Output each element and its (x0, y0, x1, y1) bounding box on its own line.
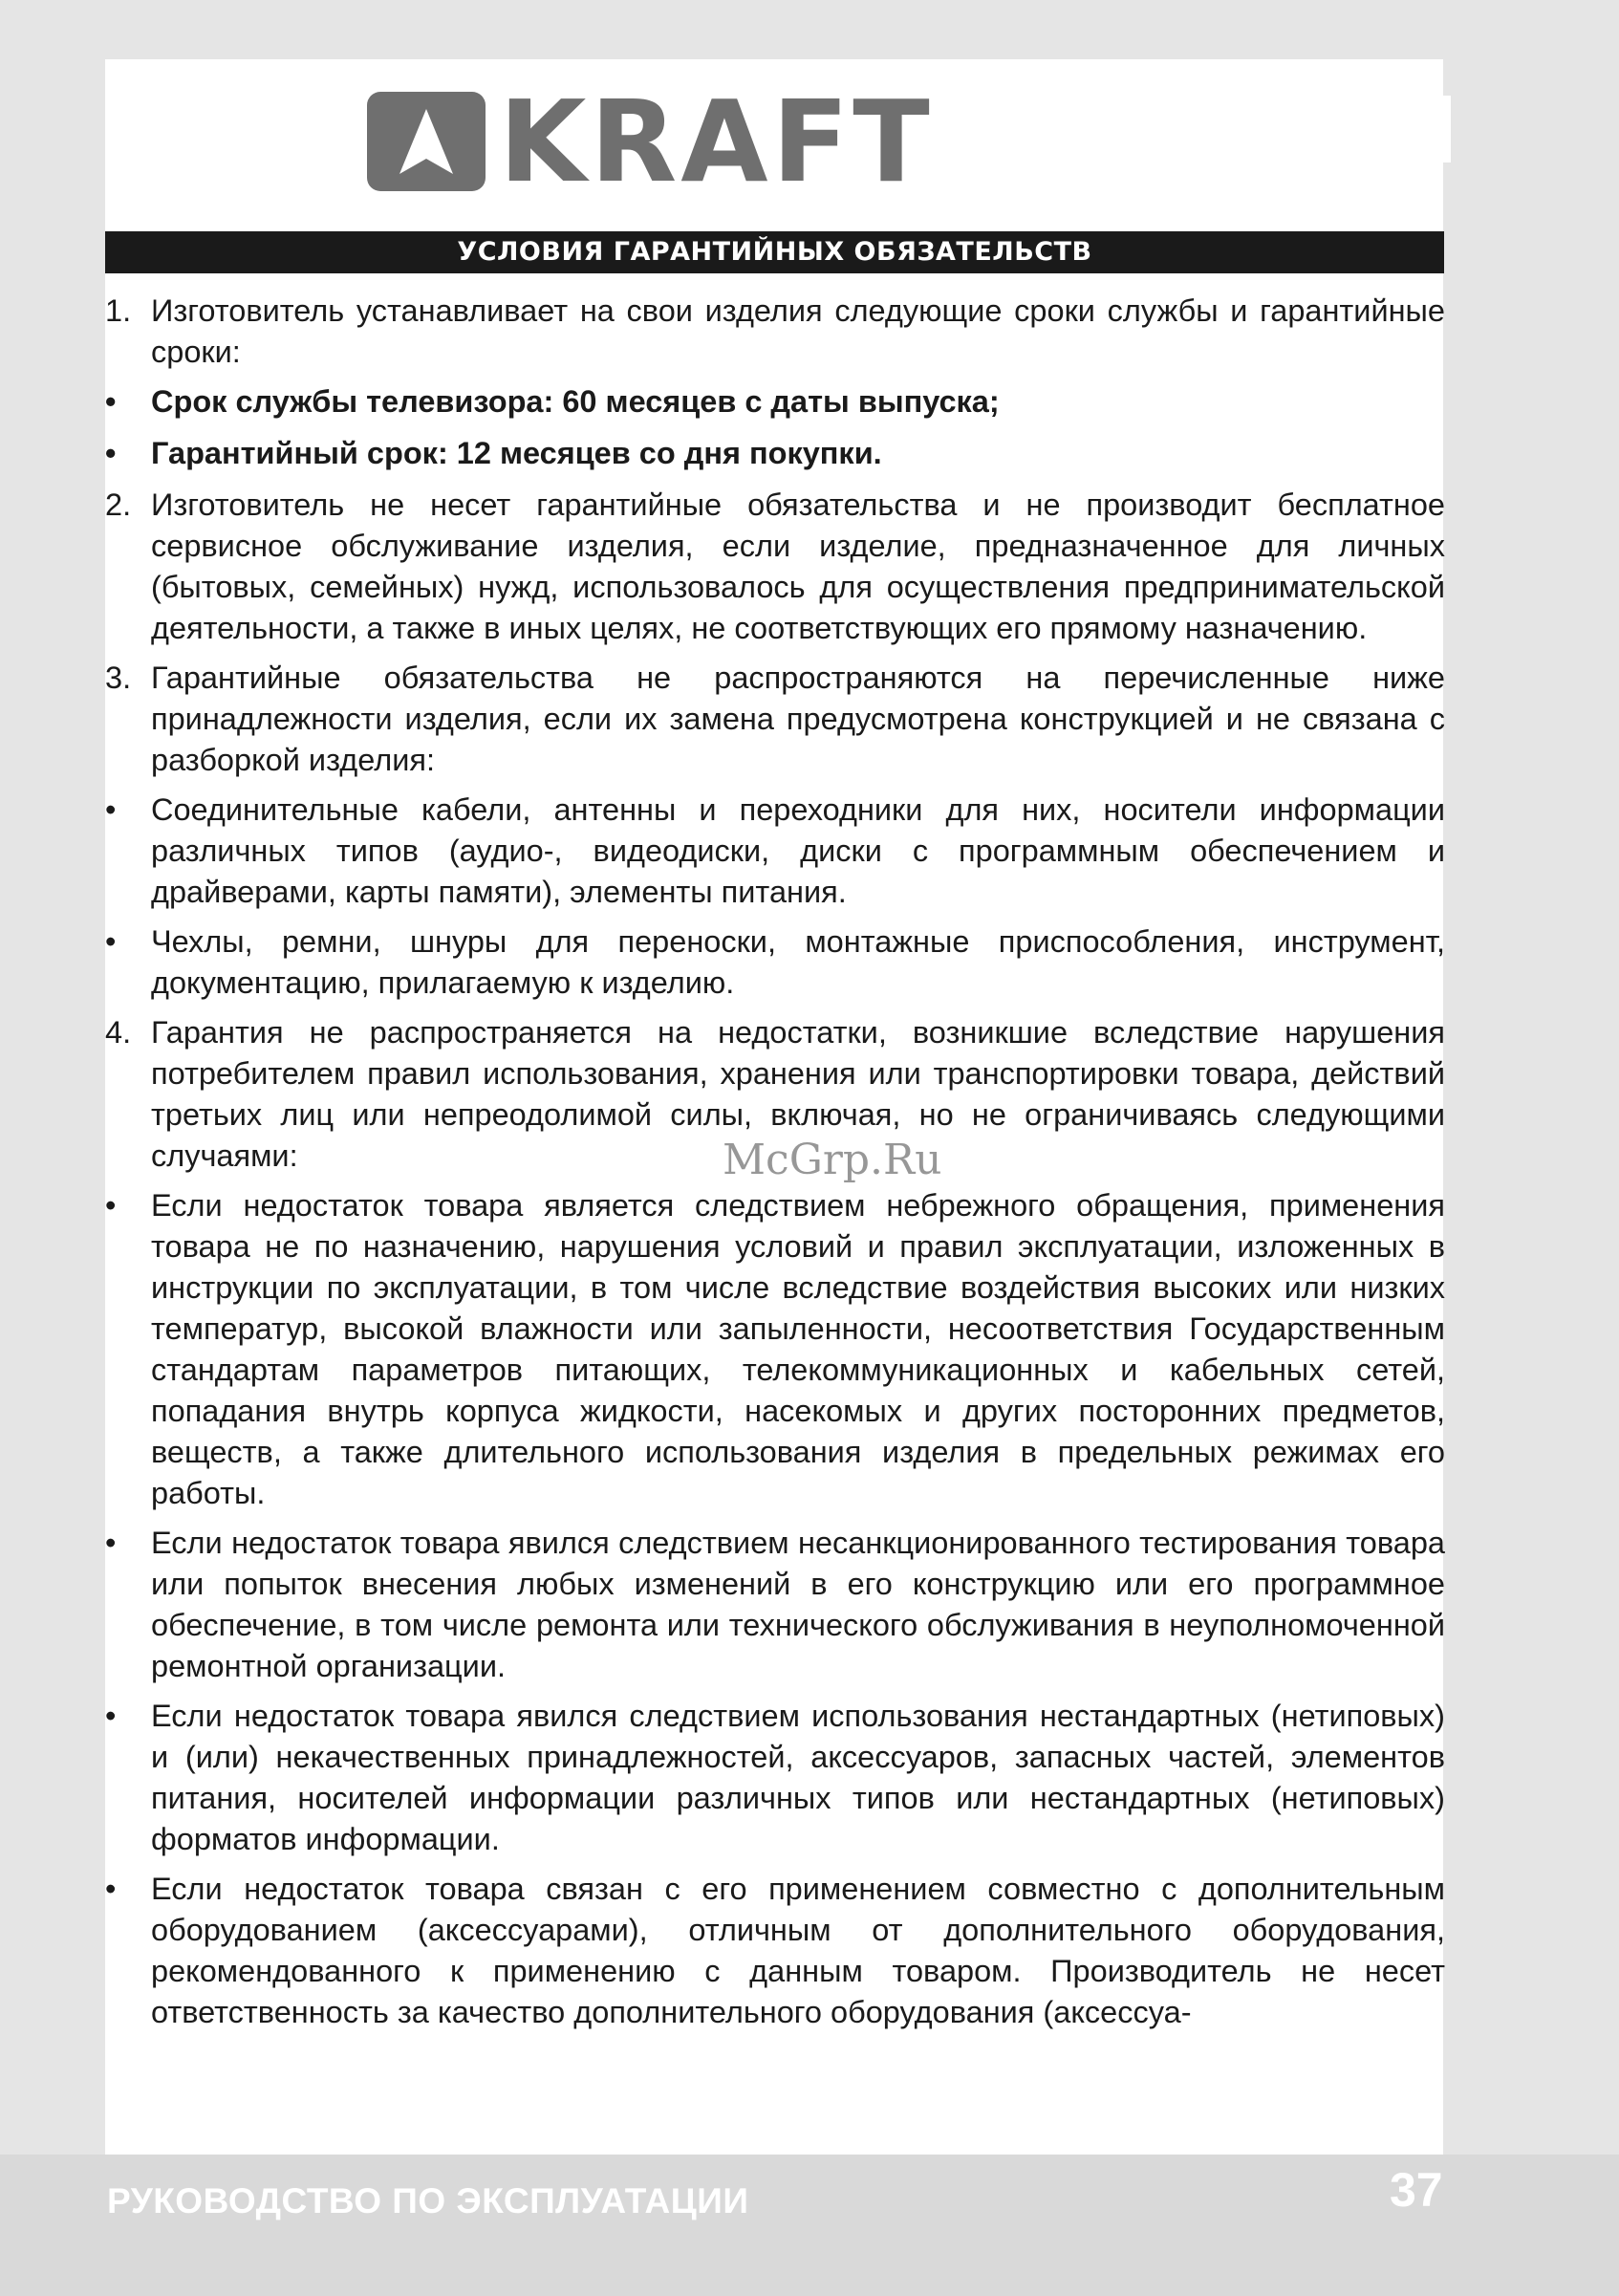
list-item (105, 1523, 1445, 1687)
bullet-marker: • (105, 1526, 117, 1560)
item-marker: 2. (105, 487, 132, 522)
list-item (105, 485, 1445, 649)
item-text: Гарантийный срок: 12 месяцев со дня покупки. (151, 436, 882, 470)
footer-title: РУКОВОДСТВО ПО ЭКСПЛУАТАЦИИ (107, 2181, 749, 2220)
watermark: McGrp.Ru (723, 1136, 942, 1184)
item-text: Гарантийные обязательства не распространяются на перечисленные ниже принадлежности изделия, если их замена предусмотрена конструкцией и не связана с разборкой изделия: (151, 661, 1445, 777)
bullet-marker: • (105, 792, 117, 827)
item-text: Если недостаток товара явился следствием использования нестандартных (нетиповых) и (или) некачественных принадлежностей, аксессуаров, запасных частей, элементов питания, носителей информации различных типов или нестандартных (нетиповых) форматов информации. (151, 1699, 1445, 1856)
list-item (105, 658, 1445, 781)
page-number: 37 (1390, 2163, 1443, 2217)
list-item (105, 921, 1445, 1004)
brand-logo (367, 76, 934, 207)
bullet-marker: • (105, 384, 117, 419)
item-text: Изготовитель не несет гарантийные обязательства и не производит бесплатное сервисное обслуживание изделия, если изделие, предназначенное для личных (бытовых, семейных) нужд, использовалось для осуществления предпринимательской деятельности, а также в иных целях, не соответствующих его прямому назначению. (151, 487, 1445, 645)
item-marker: 1. (105, 293, 132, 328)
list-item (105, 381, 1445, 422)
list-item (105, 433, 1445, 474)
footer-band (0, 2155, 1619, 2296)
item-marker: 3. (105, 661, 132, 695)
item-text: Срок службы телевизора: 60 месяцев с даты выпуска; (151, 384, 1000, 419)
bullet-marker: • (105, 436, 117, 470)
item-text: Если недостаток товара связан с его применением совместно с дополнительным оборудованием (аксессуарами), отличным от дополнительного оборудования, рекомендованного к применению с данным товаром. Производитель не несет ответственность за качество дополнительного оборудования (аксессуа- (151, 1872, 1445, 2029)
brand-name: KRAFT (499, 76, 934, 207)
bullet-marker: • (105, 1699, 117, 1733)
page-edge-tab (1443, 96, 1451, 162)
item-marker: 4. (105, 1015, 132, 1050)
item-text: Изготовитель устанавливает на свои изделия следующие сроки службы и гарантийные сроки: (151, 293, 1445, 369)
bullet-marker: • (105, 1872, 117, 1906)
kraft-triangle-icon (367, 92, 486, 191)
item-text: Чехлы, ремни, шнуры для переноски, монтажные приспособления, инструмент, документацию, прилагаемую к изделию. (151, 924, 1445, 1000)
item-text: Соединительные кабели, антенны и переходники для них, носители информации различных типов (аудио-, видеодиски, диски с программным обеспечением и драйверами, карты памяти), элементы питания. (151, 792, 1445, 909)
list-item (105, 291, 1445, 373)
item-text: Если недостаток товара явился следствием несанкционированного тестирования товара или попыток внесения любых изменений в его конструкцию или его программное обеспечение, в том числе ремонта или технического обслуживания в неуполномоченной ремонтной организации. (151, 1526, 1445, 1683)
list-item (105, 1869, 1445, 2033)
item-text: Гарантия не распространяется на недостатки, возникшие вследствие нарушения потребителем правил использования, хранения или транспортировки товара, действий третьих лиц или непреодолимой силы, включая, но не ограничиваясь следующими случаями: (151, 1015, 1445, 1173)
bullet-marker: • (105, 924, 117, 959)
section-title: УСЛОВИЯ ГАРАНТИЙНЫХ ОБЯЗАТЕЛЬСТВ (105, 231, 1444, 273)
list-item (105, 1185, 1445, 1514)
list-item (105, 1696, 1445, 1860)
bullet-marker: • (105, 1188, 117, 1223)
list-item (105, 790, 1445, 913)
item-text: Если недостаток товара является следствием небрежного обращения, применения товара не по назначению, нарушения условий и правил эксплуатации, изложенных в инструкции по эксплуатации, в том числе вследствие воздействия высоких или низких температур, высокой влажности или запыленности, несоответствия Государственным стандартам параметров питающих, телекоммуникационных и кабельных сетей, попадания внутрь корпуса жидкости, насекомых и других посторонних предметов, веществ, а также длительного использования изделия в предельных режимах его работы. (151, 1188, 1445, 1510)
